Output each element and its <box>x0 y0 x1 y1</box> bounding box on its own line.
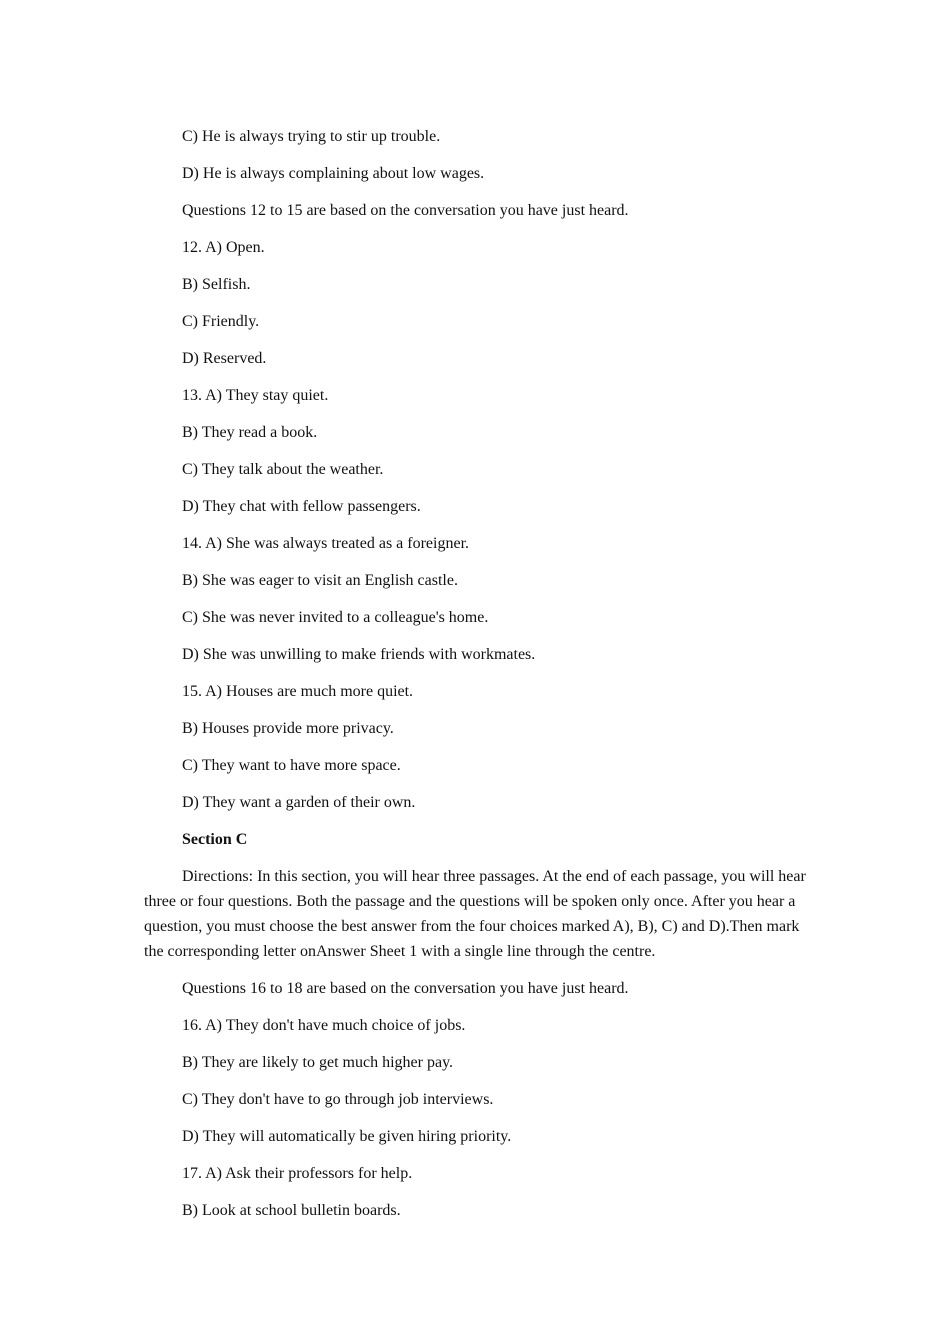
text-line: Questions 12 to 15 are based on the conversation you have just heard. <box>182 202 629 219</box>
text-line: 14. A) She was always treated as a foreigner. <box>182 535 470 552</box>
text-line: D) They chat with fellow passengers. <box>182 498 421 515</box>
text-line: B) They are likely to get much higher pay. <box>182 1054 454 1071</box>
text-line: B) Houses provide more privacy. <box>182 720 394 737</box>
text-line: B) They read a book. <box>182 424 318 441</box>
section-heading: Section C <box>182 831 248 848</box>
text-line: C) They talk about the weather. <box>182 461 384 478</box>
text-line: D) She was unwilling to make friends with workmates. <box>182 646 536 663</box>
text-line: 13. A) They stay quiet. <box>182 387 329 404</box>
text-line: D) Reserved. <box>182 350 267 367</box>
text-line: C) She was never invited to a colleague's home. <box>182 609 489 626</box>
text-line: C) Friendly. <box>182 313 260 330</box>
text-line: B) Look at school bulletin boards. <box>182 1202 401 1219</box>
text-line: C) They don't have to go through job interviews. <box>182 1091 494 1108</box>
question-lines-bottom <box>144 976 810 1235</box>
text-line: B) She was eager to visit an English castle. <box>182 572 458 589</box>
question-lines-top <box>144 124 810 827</box>
text-line: 12. A) Open. <box>182 239 265 256</box>
text-line: 17. A) Ask their professors for help. <box>182 1165 413 1182</box>
text-line: D) They want a garden of their own. <box>182 794 416 811</box>
text-line: C) He is always trying to stir up trouble. <box>182 128 441 145</box>
document-page <box>144 124 810 1235</box>
text-line: 15. A) Houses are much more quiet. <box>182 683 414 700</box>
text-line: C) They want to have more space. <box>182 757 401 774</box>
text-line: B) Selfish. <box>182 276 251 293</box>
text-line: 16. A) They don't have much choice of jobs. <box>182 1017 466 1034</box>
directions-paragraph: Directions: In this section, you will hear three passages. At the end of each passage, you will hear three or four questions. Both the passage and the questions will be spoken only once. After you hear a question, you must choose the best answer from the four choices marked A), B), C) and D).Then mark the corresponding letter onAnswer Sheet 1 with a single line through the centre. <box>144 868 806 960</box>
text-line: D) They will automatically be given hiring priority. <box>182 1128 512 1145</box>
text-line: D) He is always complaining about low wages. <box>182 165 485 182</box>
text-line: Questions 16 to 18 are based on the conversation you have just heard. <box>182 980 629 997</box>
